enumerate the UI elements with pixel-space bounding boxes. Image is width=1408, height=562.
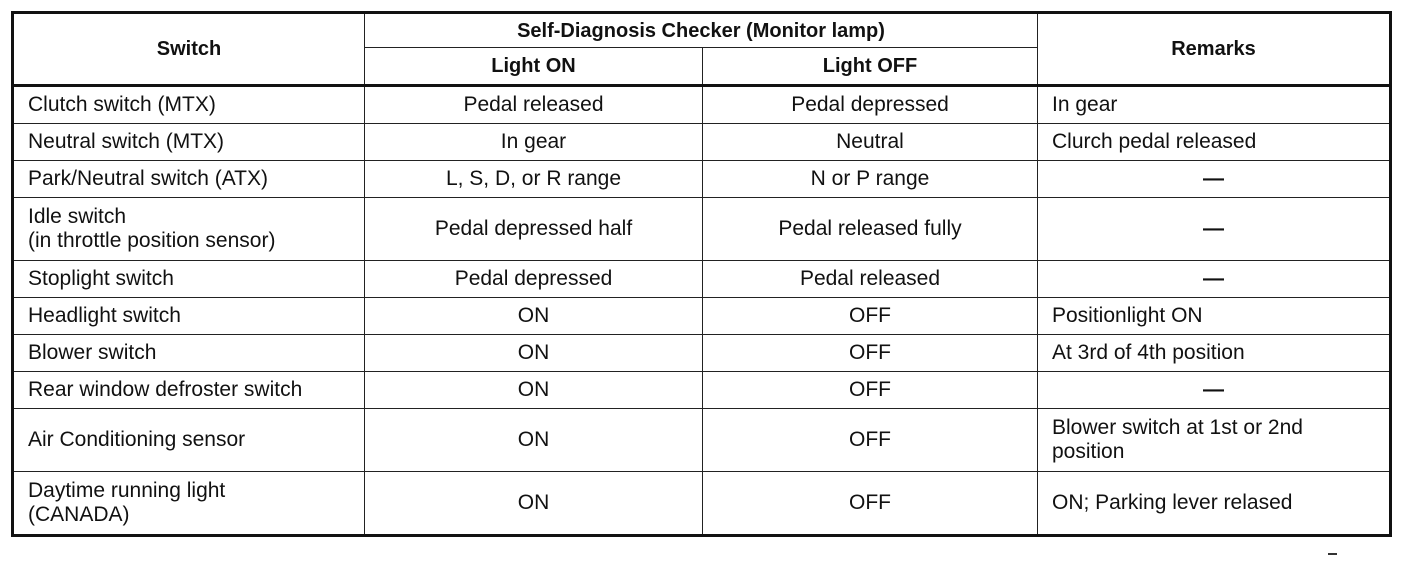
cell-remarks: — [1038, 198, 1391, 261]
cell-remarks: At 3rd of 4th position [1038, 335, 1391, 372]
cell-remarks: In gear [1038, 86, 1391, 124]
cell-light-on: ON [365, 298, 703, 335]
self-diagnosis-table [11, 11, 1392, 537]
cell-remarks: — [1038, 261, 1391, 298]
cell-light-off: Neutral [703, 124, 1038, 161]
cell-light-on: ON [365, 409, 703, 472]
cell-remarks: — [1038, 372, 1391, 409]
header-remarks: Remarks [1038, 13, 1391, 86]
header-light-on: Light ON [365, 48, 703, 86]
cell-light-on: ON [365, 372, 703, 409]
cell-switch: Air Conditioning sensor [13, 409, 365, 472]
cell-switch-line: (CANADA) [28, 503, 130, 526]
cell-remarks-line: Blower switch at 1st or 2nd [1052, 416, 1303, 439]
cell-light-off: N or P range [703, 161, 1038, 198]
table-row [13, 161, 1391, 198]
cell-light-off: Pedal depressed [703, 86, 1038, 124]
table-row [13, 124, 1391, 161]
table-row [13, 86, 1391, 124]
cell-remarks: Clurch pedal released [1038, 124, 1391, 161]
table-row [13, 335, 1391, 372]
cell-light-off: OFF [703, 298, 1038, 335]
cell-light-on: L, S, D, or R range [365, 161, 703, 198]
table-row [13, 372, 1391, 409]
cell-switch: Clutch switch (MTX) [13, 86, 365, 124]
cell-remarks: Positionlight ON [1038, 298, 1391, 335]
table-row [13, 261, 1391, 298]
cell-remarks [1038, 409, 1391, 472]
cell-light-on: Pedal released [365, 86, 703, 124]
cell-switch: Rear window defroster switch [13, 372, 365, 409]
cell-light-on: ON [365, 335, 703, 372]
cell-switch: Stoplight switch [13, 261, 365, 298]
cell-light-off: Pedal released fully [703, 198, 1038, 261]
cell-light-off: OFF [703, 335, 1038, 372]
cell-switch: Blower switch [13, 335, 365, 372]
cell-switch [13, 198, 365, 261]
scan-mark [1328, 553, 1337, 555]
cell-light-on: Pedal depressed half [365, 198, 703, 261]
cell-light-on: In gear [365, 124, 703, 161]
cell-switch-line: (in throttle position sensor) [28, 229, 276, 252]
table-row [13, 409, 1391, 472]
cell-light-off: OFF [703, 409, 1038, 472]
cell-light-off: OFF [703, 472, 1038, 536]
cell-switch-line: Daytime running light [28, 479, 226, 502]
header-self-diagnosis-checker: Self-Diagnosis Checker (Monitor lamp) [365, 13, 1038, 48]
header-light-off: Light OFF [703, 48, 1038, 86]
cell-remarks: — [1038, 161, 1391, 198]
cell-switch: Headlight switch [13, 298, 365, 335]
cell-remarks: ON; Parking lever relased [1038, 472, 1391, 536]
cell-remarks-line: position [1052, 440, 1125, 463]
cell-switch [13, 472, 365, 536]
cell-light-on: ON [365, 472, 703, 536]
table-row [13, 198, 1391, 261]
cell-switch: Neutral switch (MTX) [13, 124, 365, 161]
self-diagnosis-table-container [11, 11, 1389, 537]
cell-switch: Park/Neutral switch (ATX) [13, 161, 365, 198]
cell-switch-line: Idle switch [28, 205, 127, 228]
header-row-1 [13, 13, 1391, 48]
cell-light-off: Pedal released [703, 261, 1038, 298]
header-switch: Switch [13, 13, 365, 86]
table-row [13, 298, 1391, 335]
cell-light-on: Pedal depressed [365, 261, 703, 298]
cell-light-off: OFF [703, 372, 1038, 409]
table-row [13, 472, 1391, 536]
